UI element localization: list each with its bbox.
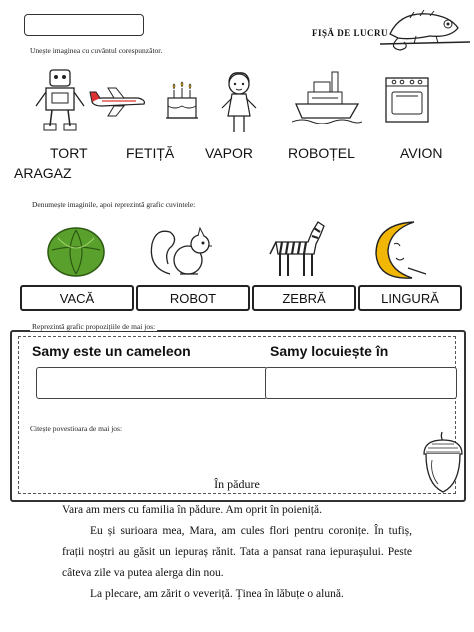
word-item[interactable]: FETIȚĂ	[126, 145, 175, 161]
sentence-1: Samy este un cameleon	[32, 343, 191, 359]
story-paragraph: Eu și surioara mea, Mara, am cules flori pentru coronițe. În tufiș, frații noștri au găsit un iepuraș rănit. Tata a pansat rana iepurașului. Peste câteva zile va putea alerga din nou.	[62, 525, 412, 579]
story-paragraph: La plecare, am zărit o veveriță. Ținea în lăbuțe o alună.	[90, 588, 344, 600]
instruction-4: Citește povestioara de mai jos:	[30, 424, 123, 433]
word-list	[0, 145, 474, 163]
name-field[interactable]	[24, 14, 144, 36]
airplane-icon	[88, 84, 148, 118]
word-item[interactable]: TORT	[50, 145, 88, 161]
story-text	[62, 500, 412, 605]
page-title: FIȘĂ DE LUCRU	[312, 28, 389, 38]
girl-icon	[218, 70, 260, 136]
label-box[interactable]: ZEBRĂ	[252, 285, 356, 311]
word-item[interactable]: VAPOR	[205, 145, 253, 161]
label-box[interactable]: LINGURĂ	[358, 285, 462, 311]
instruction-1: Unește imaginea cu cuvântul corespunzător.	[30, 46, 163, 55]
chameleon-icon	[380, 4, 472, 52]
word-item[interactable]: AVION	[400, 145, 443, 161]
instruction-3: Reprezintă grafic propozițiile de mai jos:	[32, 322, 156, 331]
word-item[interactable]: ROBOȚEL	[288, 145, 355, 161]
label-box[interactable]: ROBOT	[136, 285, 250, 311]
instruction-2: Denumește imaginile, apoi reprezintă grafic cuvintele:	[32, 200, 196, 209]
cabbage-icon	[44, 222, 108, 278]
story-title: În pădure	[214, 477, 260, 491]
moon-icon	[368, 218, 436, 282]
cake-icon	[162, 80, 202, 122]
story-paragraph: Vara am mers cu familia în pădure. Am oprit în poieniță.	[62, 504, 322, 516]
stove-icon	[382, 70, 432, 124]
squirrel-icon	[146, 224, 218, 280]
zebra-icon	[268, 214, 328, 280]
robot-icon	[34, 66, 86, 132]
answer-box-1[interactable]	[36, 367, 268, 399]
answer-box-2[interactable]	[265, 367, 457, 399]
word-item[interactable]: ARAGAZ	[14, 165, 72, 181]
sentence-2: Samy locuiește în	[270, 343, 389, 359]
label-box[interactable]: VACĂ	[20, 285, 134, 311]
frame-inner-border	[18, 336, 456, 494]
ship-icon	[292, 68, 362, 124]
